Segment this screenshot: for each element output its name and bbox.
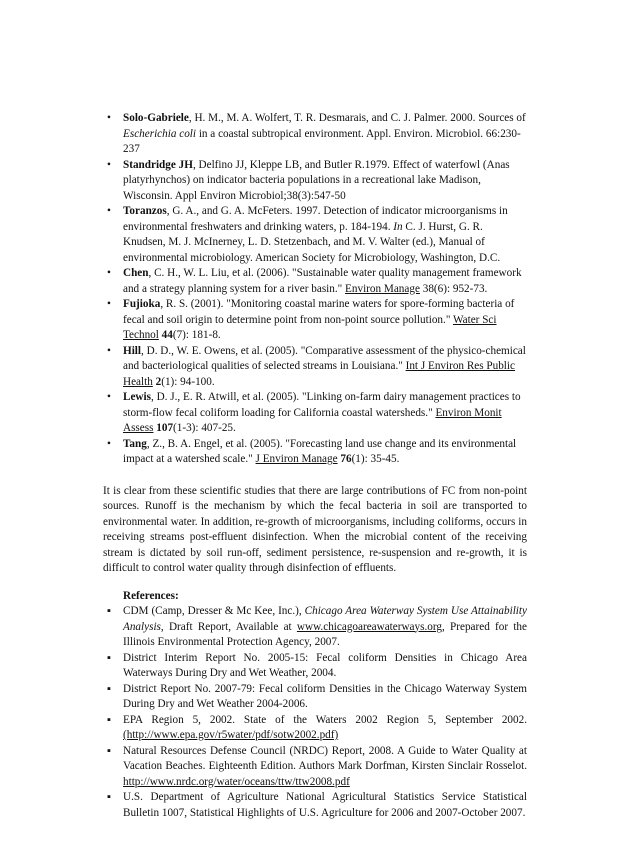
reference-text: In [393,220,403,233]
bullet-icon: • [107,344,111,357]
reference-text: (1): 94-100. [161,375,215,388]
reference-link[interactable]: www.chicagoareawaterways.org [296,620,442,633]
bullet-icon: • [107,112,111,124]
reference-item [107,266,527,297]
bullet-icon: • [107,298,111,310]
reference-item [107,158,527,205]
reference-text: , Prepared for the Illinois Environmental Protection Agency, 2007. [123,620,527,648]
reference-item [107,744,527,791]
bullet-icon: ▪ [107,744,111,757]
reference-text: , H. M., M. A. Wolfert, T. R. Desmarais, and C. J. Palmer. 2000. Sources of [188,112,526,124]
bullet-icon: • [107,437,111,450]
bullet-icon: • [107,205,111,217]
reference-text: (7): 181-8. [172,329,221,341]
reference-text: 2 [155,375,162,388]
reference-link[interactable]: Environ Monit Assess [123,406,502,434]
reference-text: , Z., B. A. Engel, et al. (2005). "Forecasting land use change and its environmental impact at a watershed scale." [123,437,517,465]
reference-text: , G. A., and G. A. McFeters. 1997. Detection of indicator microorganisms in environmental freshwaters and drinking waters, p. 184-194. [123,205,508,233]
reference-text: , R. S. (2001). "Monitoring coastal marine waters for spore-forming bacteria of fecal and soil origin to determine point from non-point source pollution." [123,298,515,326]
reference-text: CDM (Camp, Dresser & Mc Kee, Inc.), [123,605,305,617]
reference-link[interactable]: J Environ Manage [255,453,338,465]
bullet-icon: ▪ [107,651,111,664]
reference-link[interactable]: (http://www.epa.gov/r5water/pdf/sotw2002.pdf) [123,729,339,741]
references-heading: References: [123,589,179,602]
reference-text: District Interim Report No. 2005-15: Fecal coliform Densities in Chicago Area Waterways During Dry and Wet Weather, 2004. [123,651,527,679]
reference-item [107,344,527,391]
reference-item [107,111,527,158]
reference-text: Solo-Gabriele [123,112,189,124]
reference-item [107,204,527,266]
reference-text: C. J. Hurst, G. R. Knudsen, M. J. McInerney, L. D. Stetzenbach, and M. V. Walter (ed.), Manual of environmental microbiology. American Society for Microbiology, Washington, D.C. [123,220,501,264]
reference-text: (1-3): 407-25. [173,422,236,434]
reference-text: District Report No. 2007-79: Fecal coliform Densities in the Chicago Waterway System During Dry and Wet Weather 2004-2006. [123,682,527,710]
reference-text: , Delfino JJ, Kleppe LB, and Butler R.1979. Effect of waterfowl (Anas platyrhynchos) on indicator bacteria populations in a recreational lake Madison, Wisconsin. Appl Environ Microbiol;38(3):547-50 [123,158,510,202]
body-paragraph: It is clear from these scientific studies that there are large contributions of FC from non-point sources. Runoff is the mechanism by which the fecal bacteria in soil are transported to environmental water. In addition, re-growth of microorganisms, including coliforms, occurs in receiving streams post-effluent disinfection. When the microbial content of the receiving stream is dictated by soil run-off, sediment persistence, re-suspension and re-growth, it is difficult to control water quality through disinfection of effluents. [103,484,527,574]
reference-text: EPA Region 5, 2002. State of the Waters 2002 Region 5, September 2002. [123,713,527,726]
reference-text: Tang [123,437,147,450]
reference-text: Natural Resources Defense Council (NRDC) Report, 2008. A Guide to Water Quality at Vacation Beaches. Eighteenth Edition. Authors Mark Dorfman, Kirsten Sinclair Rosselot. [123,744,527,772]
bullet-icon: ▪ [107,713,111,726]
reference-text: U.S. Department of Agriculture National Agricultural Statistics Service Statistical Bulletin 1007, Statistical Highlights of U.S. Agriculture for 2006 and 2007-October 2007. [123,791,527,819]
reference-item [107,713,527,744]
reference-text: 107 [156,422,174,434]
bullet-icon: • [107,158,111,171]
reference-text: in a coastal subtropical environment. Appl. Environ. Microbiol. 66:230-237 [123,127,521,155]
reference-text: , C. H., W. L. Liu, et al. (2006). "Sustainable water quality management framework and a strategy planning system for a river basin." [123,267,522,295]
reference-link[interactable]: Int J Environ Res Public Health [123,360,515,388]
reference-text: Hill [123,344,142,357]
reference-text: , D. D., W. E. Owens, et al. (2005). "Comparative assessment of the physico-chemical and bacteriological qualities of selected streams in Louisiana." [123,344,526,372]
reference-text: Toranzos [123,205,167,217]
bullet-icon: ▪ [107,791,111,803]
reference-text: Chicago Area Waterway System Use Attainability Analysis [123,605,527,633]
references-list [103,604,527,821]
reference-text: 76 [340,453,352,465]
reference-item [107,437,527,468]
reference-link[interactable]: Environ Manage [345,282,420,295]
reference-item [107,604,527,651]
reference-text: (1): 35-45. [351,453,400,465]
reference-text: Chen [123,267,149,279]
reference-link[interactable]: http://www.nrdc.org/water/oceans/ttw/ttw2008.pdf [123,775,350,788]
reference-item [107,297,527,344]
reference-item [107,390,527,437]
reference-text: 44 [161,329,173,341]
studies-list [103,111,527,468]
reference-text: Standridge JH [123,158,193,171]
reference-item [107,651,527,682]
bullet-icon: ▪ [107,605,111,617]
reference-link[interactable]: Water Sci Technol [123,313,497,341]
reference-text: 38(6): 952-73. [419,282,488,295]
reference-text: , Draft Report, Available at [160,620,297,633]
reference-text: Escherichia coli [123,127,197,140]
reference-text: Lewis [123,391,151,403]
reference-text: , D. J., E. R. Atwill, et al. (2005). "Linking on-farm dairy management practices to storm-flow fecal coliform loading for California coastal watersheds." [123,391,521,419]
bullet-icon: • [107,267,111,279]
bullet-icon: ▪ [107,682,111,695]
reference-item [107,682,527,713]
reference-text: Fujioka [123,298,161,310]
bullet-icon: • [107,391,111,403]
document-page [103,0,527,841]
reference-item [107,790,527,821]
